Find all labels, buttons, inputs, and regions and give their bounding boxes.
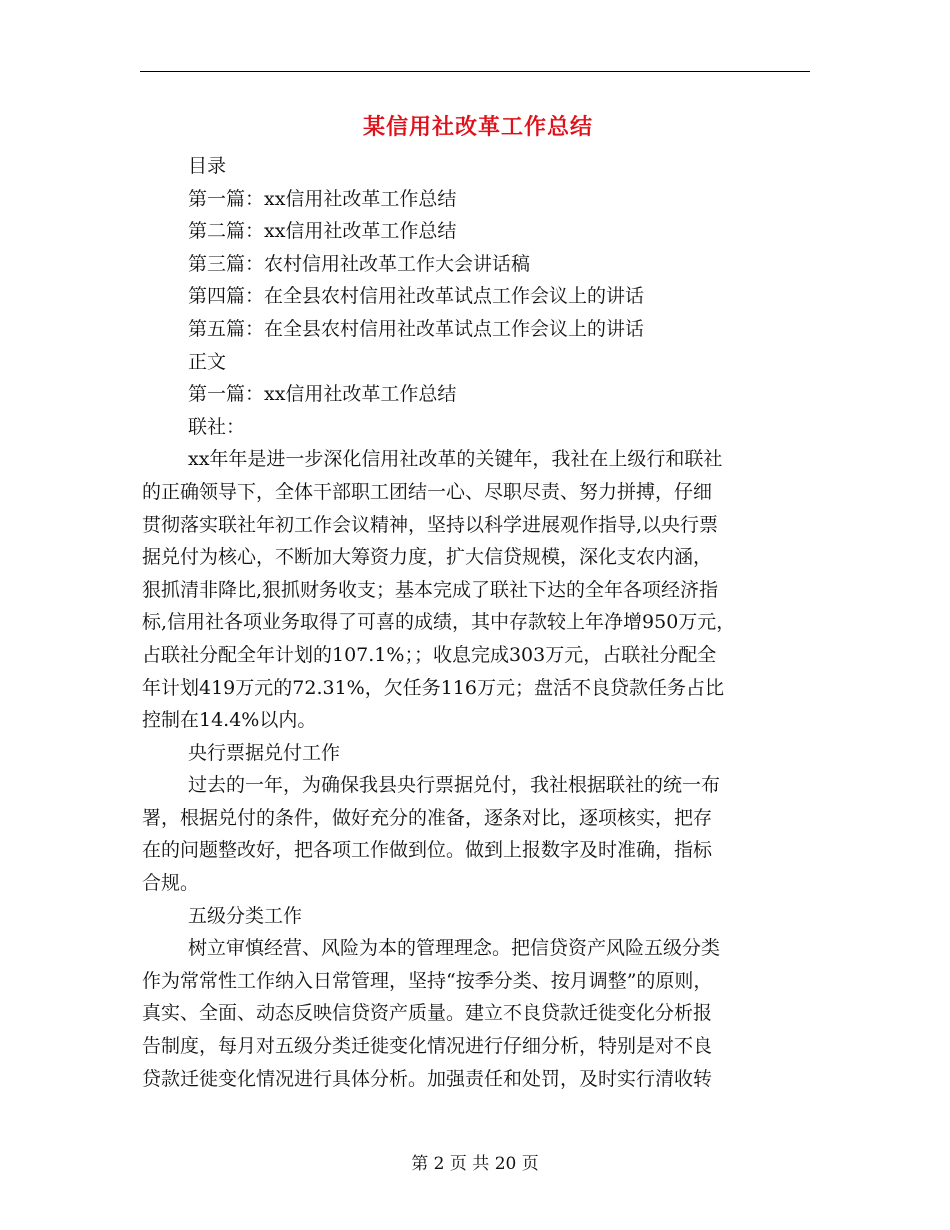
paragraph-line: 在的问题整改好，把各项工作做到位。做到上报数字及时准确，指标 xyxy=(142,839,713,862)
paragraph-line: 占联社分配全年计划的107.1%；；收息完成303万元，占联社分配全 xyxy=(142,643,717,666)
salutation: 联社： xyxy=(188,415,246,438)
subheading-five-level-classification: 五级分类工作 xyxy=(188,904,303,927)
paragraph-summary xyxy=(142,443,814,736)
toc-item: 第三篇：农村信用社改革工作大会讲话稿 xyxy=(188,252,531,275)
toc-item: 第二篇：xx信用社改革工作总结 xyxy=(188,220,457,243)
paragraph-line: 真实、全面、动态反映信贷资产质量。建立不良贷款迁徙变化分析报 xyxy=(142,1002,713,1025)
document-page xyxy=(142,104,814,1095)
paragraph-line: xx年年是进一步深化信用社改革的关键年，我社在上级行和联社 xyxy=(188,448,723,471)
paragraph-line: 作为常常性工作纳入日常管理，坚持“按季分类、按月调整”的原则， xyxy=(142,969,713,992)
toc-item: 第四篇：在全县农村信用社改革试点工作会议上的讲话 xyxy=(188,285,645,308)
paragraph-line: 的正确领导下，全体干部职工团结一心、尽职尽责、努力拼搏，仔细 xyxy=(142,480,713,503)
toc-heading: 目录 xyxy=(188,155,227,177)
page-footer: 第 2 页 共 20 页 xyxy=(411,1154,539,1174)
table-of-contents xyxy=(142,183,814,346)
paragraph-line: 狠抓清非降比,狠抓财务收支；基本完成了联社下达的全年各项经济指 xyxy=(142,578,719,601)
toc-item: 第一篇：xx信用社改革工作总结 xyxy=(188,187,457,210)
toc-item: 第五篇：在全县农村信用社改革试点工作会议上的讲话 xyxy=(188,317,645,340)
section-title: 第一篇：xx信用社改革工作总结 xyxy=(188,383,457,406)
paragraph-line: 据兑付为核心，不断加大筹资力度，扩大信贷规模，深化支农内涵， xyxy=(142,546,713,569)
paragraph-line: 告制度，每月对五级分类迁徙变化情况进行仔细分析，特别是对不良 xyxy=(142,1035,713,1058)
paragraph-line: 年计划419万元的72.31%，欠任务116万元；盘活不良贷款任务占比 xyxy=(142,676,724,699)
paragraph-line: 合规。 xyxy=(142,872,200,895)
paragraph-five-level-classification xyxy=(142,932,814,1095)
paragraph-line: 贯彻落实联社年初工作会议精神，坚持以科学进展观作指导,以央行票 xyxy=(142,513,719,536)
header-rule xyxy=(140,71,810,72)
paragraph-line: 标,信用社各项业务取得了可喜的成绩，其中存款较上年净增950万元， xyxy=(142,611,736,634)
body-heading: 正文 xyxy=(188,350,227,373)
paragraph-bill-redemption xyxy=(142,769,814,899)
paragraph-line: 过去的一年，为确保我县央行票据兑付，我社根据联社的统一布 xyxy=(188,774,721,797)
paragraph-line: 署，根据兑付的条件，做好充分的准备，逐条对比，逐项核实，把存 xyxy=(142,806,713,829)
paragraph-line: 控制在14.4%以内。 xyxy=(142,709,317,732)
document-title: 某信用社改革工作总结 xyxy=(362,114,593,140)
subheading-bill-redemption: 央行票据兑付工作 xyxy=(188,741,341,764)
paragraph-line: 贷款迁徙变化情况进行具体分析。加强责任和处罚，及时实行清收转 xyxy=(142,1067,713,1090)
paragraph-line: 树立审慎经营、风险为本的管理理念。把信贷资产风险五级分类 xyxy=(188,937,721,960)
